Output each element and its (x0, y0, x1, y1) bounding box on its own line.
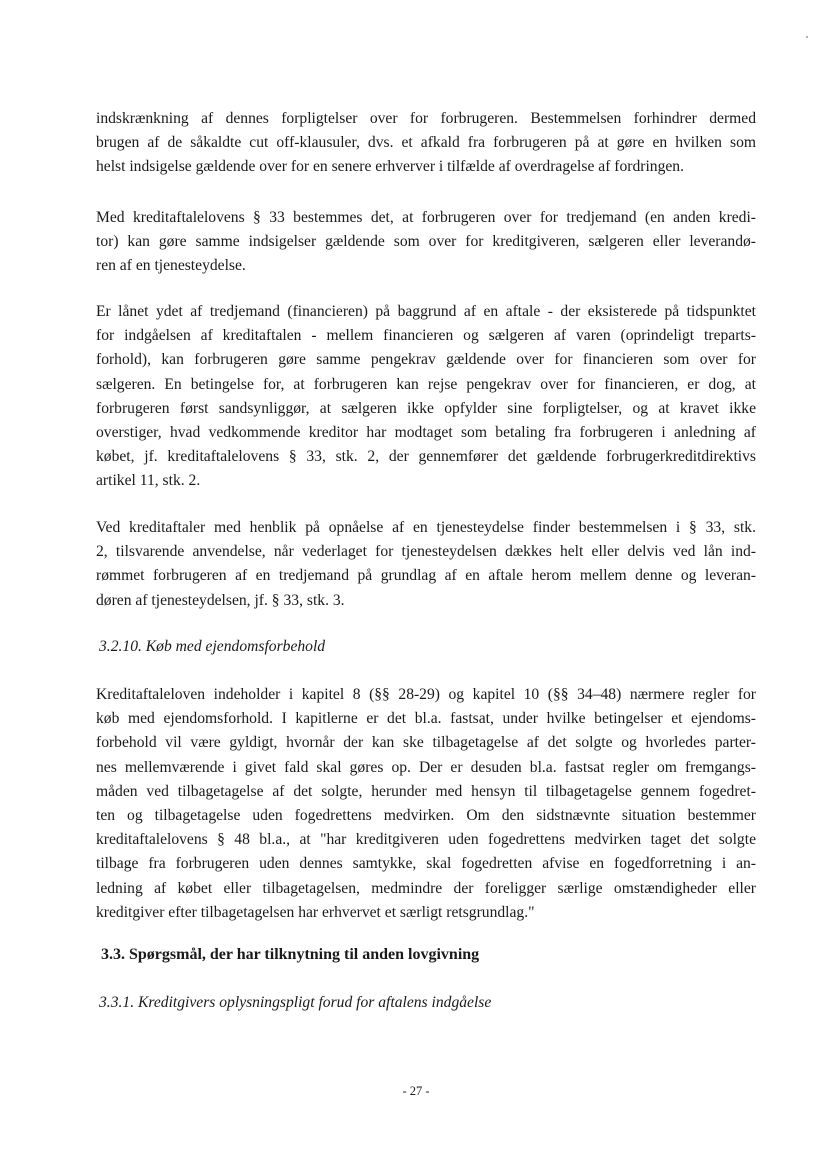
text-line: kreditaftalelovens § 48 bl.a., at "har kreditgiveren uden fogedrettens medvirken taget det solgte (96, 831, 756, 849)
text-line: for indgåelsen af kreditaftalen - mellem financieren og sælgeren af varen (oprindeligt treparts- (96, 327, 756, 345)
text-line: sælgeren. En betingelse for, at forbrugeren kan rejse pengekrav over for financieren, er dog, at (96, 375, 756, 393)
paragraph-cut-off-clauses (96, 107, 756, 180)
text-line: ten og tilbagetagelse uden fogedrettens medvirken. Om den sidstnævnte situation bestemmer (96, 807, 756, 825)
text-line: overstiger, hvad vedkommende kreditor har modtaget som betaling fra forbrugeren i anledning af (96, 424, 756, 442)
text-line: Kreditaftaleloven indeholder i kapitel 8 (§§ 28-29) og kapitel 10 (§§ 34–48) nærmere regler for (96, 686, 756, 703)
text-line: tor) kan gøre samme indsigelser gældende som over for kreditgiveren, sælgeren eller leverandø- (96, 233, 756, 251)
text-line: købet, jf. kreditaftalelovens § 33, stk. 2, der gennemfører det gældende forbrugerkreditdirektivs (96, 448, 756, 466)
text-line: forbehold vil være gyldigt, hvornår der kan ske tilbagetagelse af det solgte og hvorledes parter- (96, 734, 756, 752)
paragraph-service-credit (96, 516, 756, 613)
paragraph-section-33 (96, 206, 756, 279)
text-line: forbrugeren først sandsynliggør, at sælgeren ikke opfylder sine forpligtelser, og at kravet ikke (96, 399, 756, 417)
text-line: Er lånet ydet af tredjemand (financieren) på baggrund af en aftale - der eksisterede på tidspunktet (96, 303, 756, 320)
text-line: tilbage fra forbrugeren uden dennes samtykke, skal fogedretten afvise en fogedforretning i an- (96, 855, 756, 873)
text-line: rømmet forbrugeren af en tredjemand på grundlag af en aftale herom mellem denne og leveran- (96, 567, 756, 585)
heading-3-3: 3.3. Spørgsmål, der har tilknytning til anden lovgivning (101, 946, 480, 963)
scan-speck (806, 36, 808, 38)
paragraph-third-party-loan (96, 300, 756, 494)
text-line: nes mellemværende i givet fald skal gøres op. Der er desuden bl.a. fastsat regler om fremgangs- (96, 758, 756, 776)
text-line: forhold), kan forbrugeren gøre samme pengekrav gældende over for financieren som over for (96, 351, 756, 369)
text-line: døren af tjenesteydelsen, jf. § 33, stk. 3. (96, 591, 345, 609)
text-line: helst indsigelse gældende over for en senere erhverver i tilfælde af overdragelse af fordringen. (96, 158, 685, 176)
text-line: ledning af købet eller tilbagetagelsen, medmindre der foreligger særlige omstændigheder eller (96, 879, 756, 897)
text-line: Ved kreditaftaler med henblik på opnåelse af en tjenesteydelse finder bestemmelsen i § 33, stk. (96, 519, 756, 536)
text-line: måden ved tilbagetagelse af det solgte, herunder med hensyn til tilbagetagelse gennem fogedret- (96, 782, 756, 800)
page-number: - 27 - (402, 1084, 430, 1098)
text-line: indskrænkning af dennes forpligtelser over for forbrugeren. Bestemmelsen forhindrer dermed (96, 110, 756, 127)
text-line: 2, tilsvarende anvendelse, når vederlaget for tjenesteydelsen dækkes helt eller delvis ved lån ind- (96, 543, 756, 561)
subheading-3-3-1: 3.3.1. Kreditgivers oplysningspligt forud for aftalens indgåelse (99, 994, 492, 1011)
text-line: ren af en tjenesteydelse. (96, 257, 246, 275)
text-line: brugen af de såkaldte cut off-klausuler, dvs. et afkald fra forbrugeren på at gøre en hvilken som (96, 134, 756, 152)
text-line: kreditgiver efter tilbagetagelsen har erhvervet et særligt retsgrundlag." (96, 903, 535, 921)
text-line: køb med ejendomsforhold. I kapitlerne er det bl.a. fastsat, under hvilke betingelser et ejendoms- (96, 710, 756, 728)
text-line: Med kreditaftalelovens § 33 bestemmes det, at forbrugeren over for tredjemand (en anden kredi- (96, 209, 756, 226)
subheading-3-2-10: 3.2.10. Køb med ejendomsforbehold (99, 638, 326, 655)
paragraph-retention-of-title (96, 683, 756, 925)
text-line: artikel 11, stk. 2. (96, 472, 201, 490)
